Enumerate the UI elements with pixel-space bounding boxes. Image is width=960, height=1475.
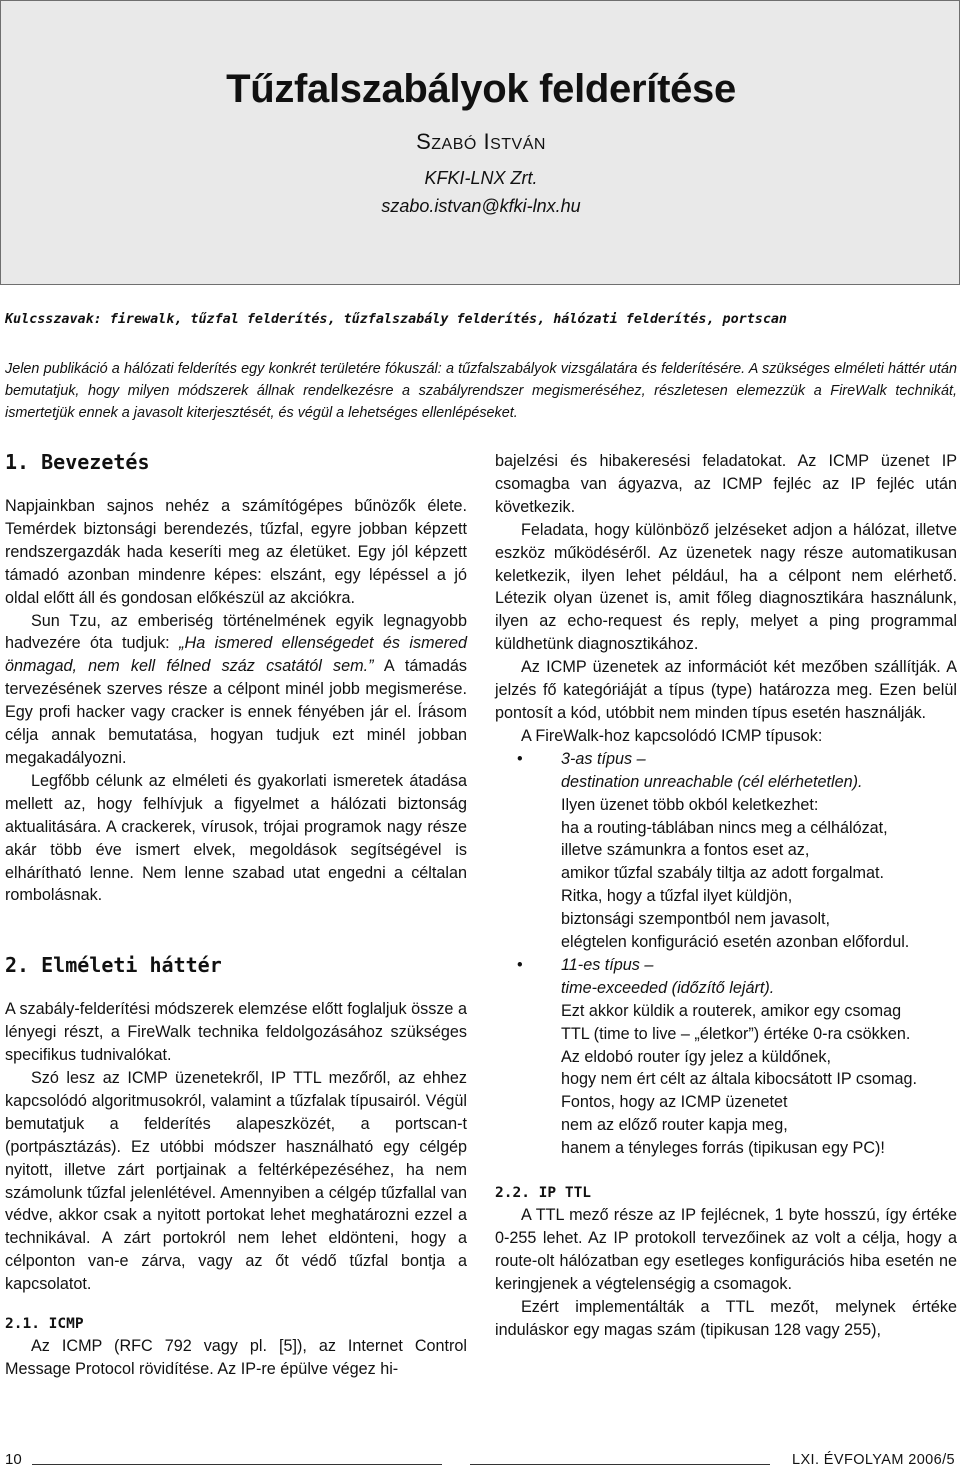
- page-number: 10: [5, 1451, 22, 1468]
- bullet-line: Ezt akkor küldik a routerek, amikor egy csomag: [561, 1001, 902, 1020]
- paragraph: bajelzési és hibakeresési feladatokat. Az ICMP üzenet IP csomagba van ágyazva, az ICMP fejléc az IP fejléc után következik.: [495, 452, 957, 516]
- author-name: [1, 129, 960, 155]
- subsection-2-2-heading: 2.2. IP TTL: [495, 1185, 592, 1202]
- paragraph: A szabály-felderítési módszerek elemzése előtt foglaljuk össze a lényegi részt, a FireWalk technika feldolgozásához szükséges specifikus tudnivalókat.: [5, 1000, 467, 1065]
- paragraph-text: Sun Tzu, az emberiség történelmének egyik legnagyobb hadvezére óta tudjuk:: [5, 611, 467, 653]
- footer-rule-right: [470, 1464, 770, 1465]
- bullet-type-11: [495, 954, 957, 1160]
- author-first-initial: S: [416, 129, 432, 154]
- bullet-title: 3-as típus –: [561, 749, 646, 768]
- bullet-line: illetve számunkra a fontos eset az,: [561, 841, 810, 860]
- author-affiliation: KFKI-LNX Zrt.: [424, 168, 538, 188]
- section-1-heading: 1. Bevezetés: [5, 450, 150, 474]
- bullet-type-3: [495, 748, 957, 954]
- bullet-line: ha a routing-táblában nincs meg a célhálózat,: [561, 818, 888, 837]
- bullet-title: 11-es típus –: [561, 955, 654, 974]
- bullet-line: Fontos, hogy az ICMP üzenetet: [561, 1093, 788, 1112]
- journal-issue: LXI. ÉVFOLYAM 2006/5: [791, 1452, 955, 1468]
- author-first-rest: ZABÓ: [431, 136, 477, 153]
- title-box: [0, 0, 960, 285]
- bullet-dot: •: [517, 749, 523, 768]
- paragraph: [5, 610, 467, 770]
- icmp-types-intro: A FireWalk-hoz kapcsolódó ICMP típusok:: [521, 726, 823, 745]
- bullet-line: TTL (time to live – „életkor”) értéke 0-ra csökken.: [561, 1024, 911, 1043]
- bullet-line: hanem a tényleges forrás (tipikusan egy PC)!: [561, 1139, 885, 1158]
- abstract: Jelen publikáció a hálózati felderítés egy konkrét területére fókuszál: a tűzfalszabályok vizsgálatára és felderítésére. A szükséges elméleti háttér után bemutatjuk, hogy milyen módszerek állnak rendelkezésre a szabályrendszer megismeréséhez, részletesen elemezzük a FireWalk technikát, ismertetjük ennek a javasolt kiterjesztését, és végül a lehetséges ellenlépéseket.: [5, 361, 957, 422]
- bullet-subtitle: time-exceeded (időzítő lejárt).: [561, 978, 775, 997]
- bullet-line: Ritka, hogy a tűzfal ilyet küldjön,: [561, 887, 793, 906]
- right-column: [495, 450, 957, 1342]
- paragraph: Feladata, hogy különböző jelzéseket adjon a hálózat, illetve eszköz működéséről. Az üzenetek nagy része automatikusan keletkezik, ilyen lehet például, ha a célpont nem elérhető. Létezik olyan üzenet is, amit főleg diagnosztikára használunk, ilyen az echo-request és reply, melyet a ping programmal küldhetünk diagnosztikához.: [495, 520, 957, 654]
- paragraph: Napjainkban sajnos nehéz a számítógépes bűnözők élete. Temérdek biztonsági berendezés, tűzfal, egyre jobban képzett rendszergazdák hada keseríti meg az életüket. Egy jól képzett támadó azonban mindenre képes: elszánt, egy lépéssel a jó oldal előtt áll és gondosan előkészül az akciókra.: [5, 497, 467, 607]
- paragraph-text: A támadás tervezésének szerves része a célpont minél jobb megismerése. Egy profi hacker vagy cracker is ennek fényében jár el. Írásom célja annak bemutatása, hogyan tudjuk ezt minél jobban megakadályozni.: [5, 657, 467, 767]
- bullet-dot: •: [517, 955, 523, 974]
- paragraph: Legfőbb célunk az elméleti és gyakorlati ismeretek átadása mellett az, hogy felhívjuk a figyelmet a hálózati biztonság aktualitására. A crackerek, vírusok, trójai programok nagy része akár több éve ismert elvek, megoldások segítségével is elhárítható lenne. Nem lenne szabad utat engedni a céltalan rombolásnak.: [5, 771, 467, 905]
- author-email: szabo.istvan@kfki-lnx.hu: [381, 196, 581, 216]
- paragraph: A TTL mező része az IP fejlécnek, 1 byte hosszú, így értéke 0-255 lehet. Az IP protokoll tervezőinek az volt a célja, hogy a route-olt hálózatban egy esetleges konfigurációs hiba esetén ne keringjenek a végtelenségig a csomagok.: [495, 1206, 957, 1293]
- bullet-line: Az eldobó router így jelez a küldőnek,: [561, 1047, 831, 1066]
- paragraph: Ezért implementálták a TTL mezőt, melynek értéke induláskor egy magas szám (tipikusan 128 vagy 255),: [495, 1297, 957, 1339]
- article-title: Tűzfalszabályok felderítése: [226, 67, 736, 111]
- paragraph: Szó lesz az ICMP üzenetekről, IP TTL mezőről, az ehhez kapcsolódó algoritmusokról, valamint a tűzfalak típusairól. Végül bemutatjuk a felderítés alapeszközét, a portscan-t (portpásztázás). Ez utóbbi módszer használható egy célgép nyitott, illetve zárt portjainak a feltérképezéséhez, ha nem számolunk tűzfal jelenlétével. Amennyiben a célgép tűzfallal van védve, akkor csak a nyitott portokat lehet meghatározni ezzel a technikával. A zárt portokról nem lehet eldönteni, hogy a célponton van-e zárva, vagy az őt védő tűzfal bontja a kapcsolatot.: [5, 1069, 467, 1294]
- paragraph: Az ICMP üzenetek az információt két mezőben szállítják. A jelzés fő kategóriáját a típus (type) határozza meg. Ezen belül pontosít a kód, utóbbit nem minden típus esetén használják.: [495, 658, 957, 722]
- bullet-subtitle: destination unreachable (cél elérhetetlen).: [561, 772, 863, 791]
- bullet-line: nem az előző router kapja meg,: [561, 1116, 788, 1135]
- sun-tzu-quote: „Ha ismered ellenségedet és ismered önmagad, nem kell félned száz csatától sem.”: [5, 634, 467, 676]
- bullet-line: elégtelen konfiguráció esetén azonban előfordul.: [561, 933, 910, 952]
- bullet-line: Ilyen üzenet több okból keletkezhet:: [561, 795, 819, 814]
- bullet-line: amikor tűzfal szabály tiltja az adott forgalmat.: [561, 864, 884, 883]
- subsection-2-1-heading: 2.1. ICMP: [5, 1316, 84, 1333]
- left-column: [5, 450, 467, 1381]
- keywords: Kulcsszavak: firewalk, tűzfal felderítés, tűzfalszabály felderítés, hálózati felderítés, portscan: [5, 312, 787, 327]
- bullet-line: hogy nem ért célt az általa kibocsátott IP csomag.: [561, 1070, 918, 1089]
- paragraph: Az ICMP (RFC 792 vagy pl. [5]), az Internet Control Message Protocol rövidítése. Az IP-re épülve végez hi-: [5, 1337, 467, 1378]
- author-second-rest: STVÁN: [490, 136, 546, 153]
- section-2-heading: 2. Elméleti háttér: [5, 953, 222, 978]
- author-second-initial: I: [483, 129, 491, 154]
- bullet-line: biztonsági szempontból nem javasolt,: [561, 910, 831, 929]
- footer-rule-left: [32, 1464, 442, 1465]
